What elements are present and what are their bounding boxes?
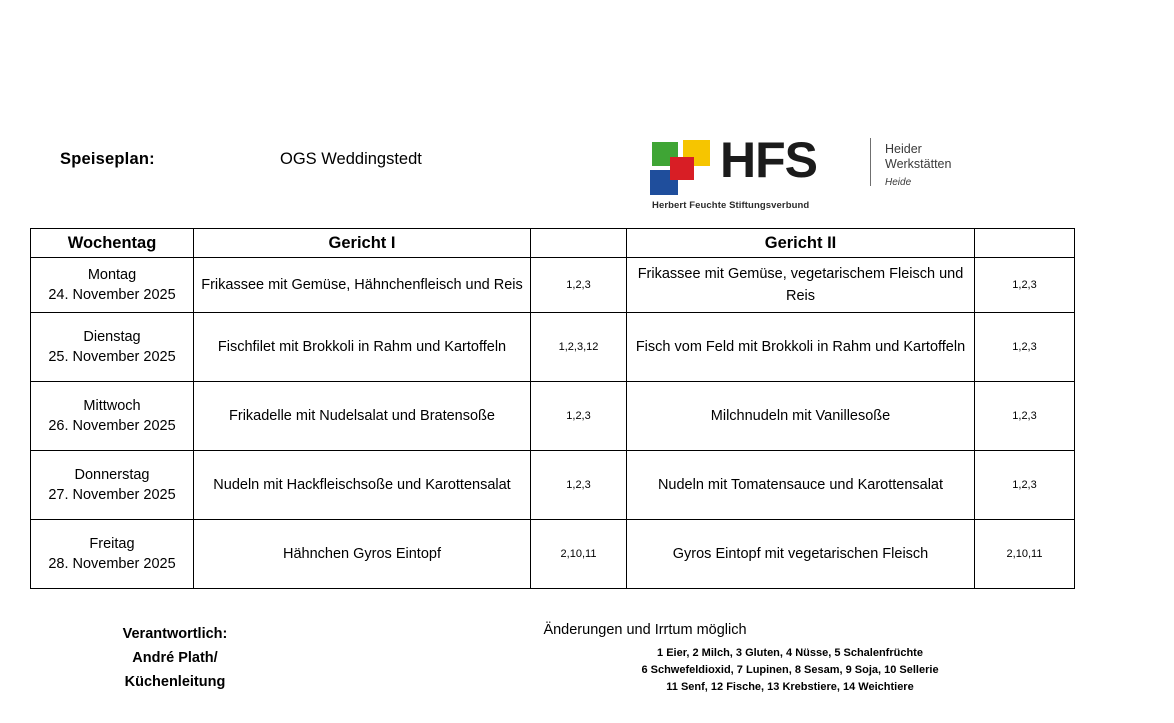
cell-dish-2: Nudeln mit Tomatensauce und Karottensalat [627,451,975,520]
weekday-date: 25. November 2025 [48,349,176,365]
cell-allergens-1: 2,10,11 [531,520,627,589]
cell-dish-2: Gyros Eintopf mit vegetarischen Fleisch [627,520,975,589]
cell-weekday [31,520,194,589]
table-row [31,258,1075,313]
allergen-legend-line-2: 6 Schwefeldioxid, 7 Lupinen, 8 Sesam, 9 Soja, 10 Sellerie [641,664,939,676]
cell-dish-1: Frikadelle mit Nudelsalat und Bratensoße [194,382,531,451]
cell-allergens-2: 1,2,3 [975,258,1075,313]
disclaimer-text: Änderungen und Irrtum möglich [543,622,747,638]
column-header-allergens-2 [975,229,1075,258]
table-row [31,313,1075,382]
cell-weekday [31,382,194,451]
cell-allergens-2: 2,10,11 [975,520,1075,589]
logo-subtitle-line1: Heider [885,142,922,156]
cell-allergens-1: 1,2,3,12 [531,313,627,382]
responsible-name: André Plath/ [132,650,218,666]
logo-subtitle [885,142,951,172]
cell-dish-2: Milchnudeln mit Vanillesoße [627,382,975,451]
cell-weekday [31,451,194,520]
cell-dish-1: Frikassee mit Gemüse, Hähnchenfleisch und Reis [194,258,531,313]
cell-allergens-1: 1,2,3 [531,258,627,313]
allergen-legend-line-3: 11 Senf, 12 Fische, 13 Krebstiere, 14 Weichtiere [666,681,914,693]
location-name: OGS Weddingstedt [280,150,422,168]
weekday-name: Dienstag [83,329,141,345]
logo-wordmark: HFS [720,132,817,188]
weekday-date: 28. November 2025 [48,556,176,572]
logo-divider [870,138,871,186]
logo-squares-icon [650,140,714,196]
responsible-label: Verantwortlich: [122,626,228,642]
cell-dish-1: Nudeln mit Hackfleischsoße und Karottensalat [194,451,531,520]
weekday-name: Montag [87,267,137,283]
logo-square-red-icon [670,157,694,180]
weekday-name: Mittwoch [83,398,141,414]
cell-allergens-2: 1,2,3 [975,451,1075,520]
column-header-weekday: Wochentag [31,229,194,258]
cell-weekday [31,258,194,313]
cell-dish-1: Hähnchen Gyros Eintopf [194,520,531,589]
cell-dish-2: Fisch vom Feld mit Brokkoli in Rahm und Kartoffeln [627,313,975,382]
table-header-row [31,229,1075,258]
logo-subtitle-line2: Werkstätten [885,157,952,171]
table-row [31,520,1075,589]
weekday-date: 24. November 2025 [48,287,176,303]
table-row [31,382,1075,451]
weekday-date: 27. November 2025 [48,487,176,503]
cell-weekday [31,313,194,382]
logo-tagline: Herbert Feuchte Stiftungsverbund [652,200,810,211]
logo-city: Heide [885,177,912,188]
responsible-block [60,622,290,694]
responsible-role: Küchenleitung [124,674,226,690]
column-header-dish-2: Gericht II [627,229,975,258]
table-row [31,451,1075,520]
document-header [0,120,1174,211]
cell-allergens-1: 1,2,3 [531,451,627,520]
speiseplan-label: Speiseplan: [60,150,155,168]
allergen-legend [540,645,1040,696]
cell-allergens-2: 1,2,3 [975,313,1075,382]
hfs-logo [650,130,970,210]
cell-dish-2: Frikassee mit Gemüse, vegetarischem Fleisch und Reis [627,258,975,313]
cell-allergens-1: 1,2,3 [531,382,627,451]
cell-allergens-2: 1,2,3 [975,382,1075,451]
weekday-name: Donnerstag [74,467,150,483]
cell-dish-1: Fischfilet mit Brokkoli in Rahm und Kartoffeln [194,313,531,382]
column-header-dish-1: Gericht I [194,229,531,258]
weekday-date: 26. November 2025 [48,418,176,434]
weekday-name: Freitag [89,536,135,552]
allergen-legend-line-1: 1 Eier, 2 Milch, 3 Gluten, 4 Nüsse, 5 Schalenfrüchte [657,647,923,659]
menu-table [30,228,1075,589]
column-header-allergens-1 [531,229,627,258]
